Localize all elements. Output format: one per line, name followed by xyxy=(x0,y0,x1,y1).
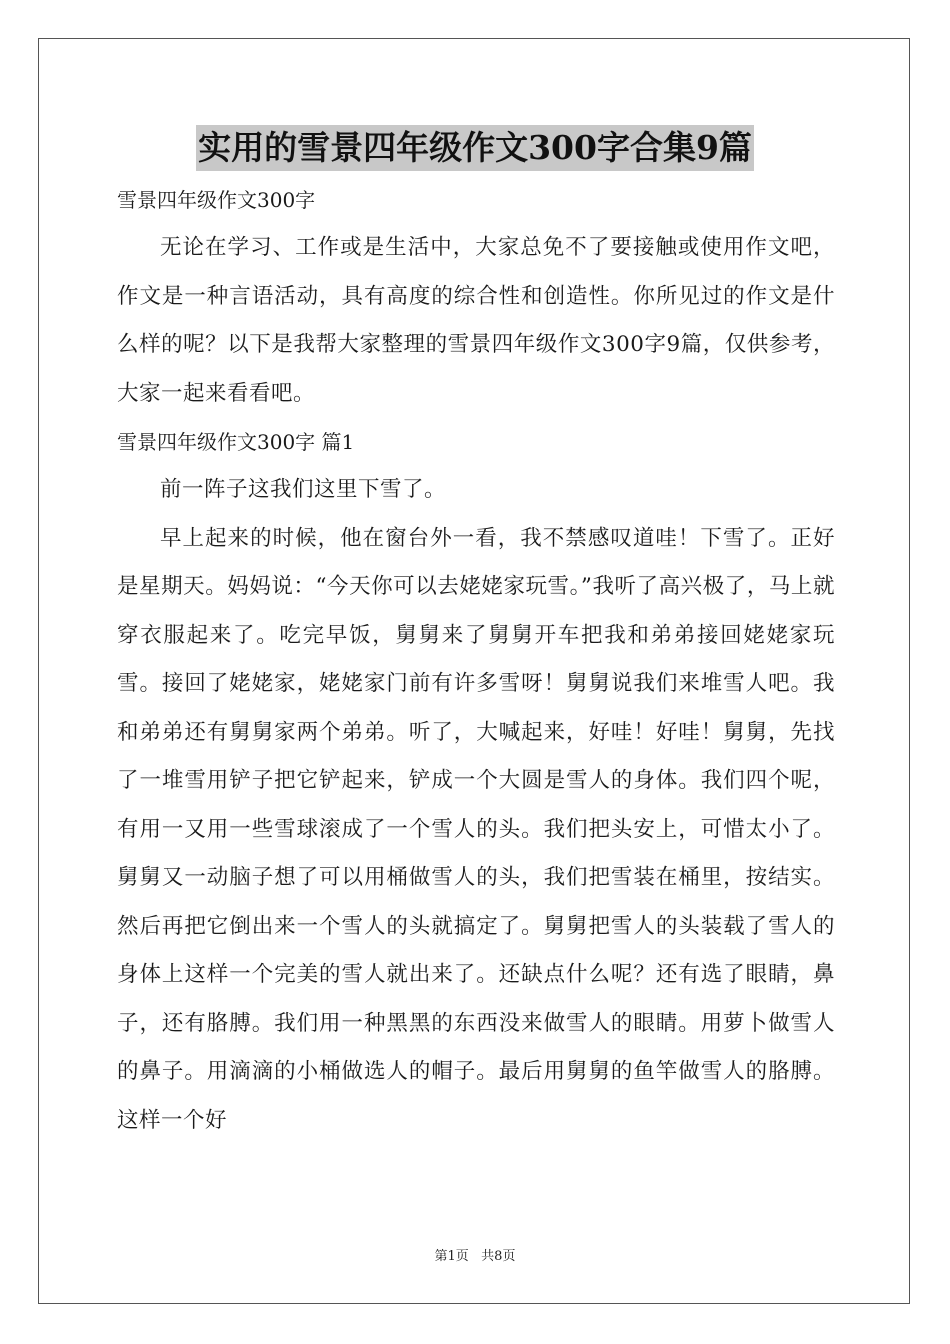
body-paragraph: 前一阵子这我们这里下雪了。 xyxy=(160,477,447,502)
body-paragraph: 早上起来的时候，他在窗台外一看，我不禁感叹道哇！下雪了。正好是星期天。妈妈说：“今天你可以去姥姥家玩雪。”我听了高兴极了，马上就穿衣服起来了。吃完早饭，舅舅来了舅舅开车把我和弟弟接回姥姥家玩雪。接回了姥姥家，姥姥家门前有许多雪呀！舅舅说我们来堆雪人吧。我和弟弟还有舅舅家两个弟弟。听了，大喊起来，好哇！好哇！舅舅，先找了一堆雪用铲子把它铲起来，铲成一个大圆是雪人的身体。我们四个呢，有用一又用一些雪球滚成了一个雪人的头。我们把头安上，可惜太小了。舅舅又一动脑子想了可以用桶做雪人的头，我们把雪装在桶里，按结实。然后再把它倒出来一个雪人的头就搞定了。舅舅把雪人的头装载了雪人的身体上这样一个完美的雪人就出来了。还缺点什么呢？还有选了眼睛，鼻子，还有胳膊。我们用一种黑黑的东西没来做雪人的眼睛。用萝卜做雪人的鼻子。用滴滴的小桶做选人的帽子。最后用舅舅的鱼竿做雪人的胳膊。这样一个好 xyxy=(117,525,835,1133)
document-title: 实用的雪景四年级作文300字合集9篇 xyxy=(196,125,754,171)
section-heading: 雪景四年级作文300字 篇1 xyxy=(117,430,355,454)
document-body xyxy=(117,176,835,1145)
intro-paragraph: 无论在学习、工作或是生活中，大家总免不了要接触或使用作文吧，作文是一种言语活动，具有高度的综合性和创造性。你所见过的作文是什么样的呢？以下是我帮大家整理的雪景四年级作文300字9篇，仅供参考，大家一起来看看吧。 xyxy=(117,235,835,406)
title-container xyxy=(0,125,950,171)
document-subtitle: 雪景四年级作文300字 xyxy=(117,188,316,212)
page-footer: 第1页 共8页 xyxy=(434,1249,516,1264)
